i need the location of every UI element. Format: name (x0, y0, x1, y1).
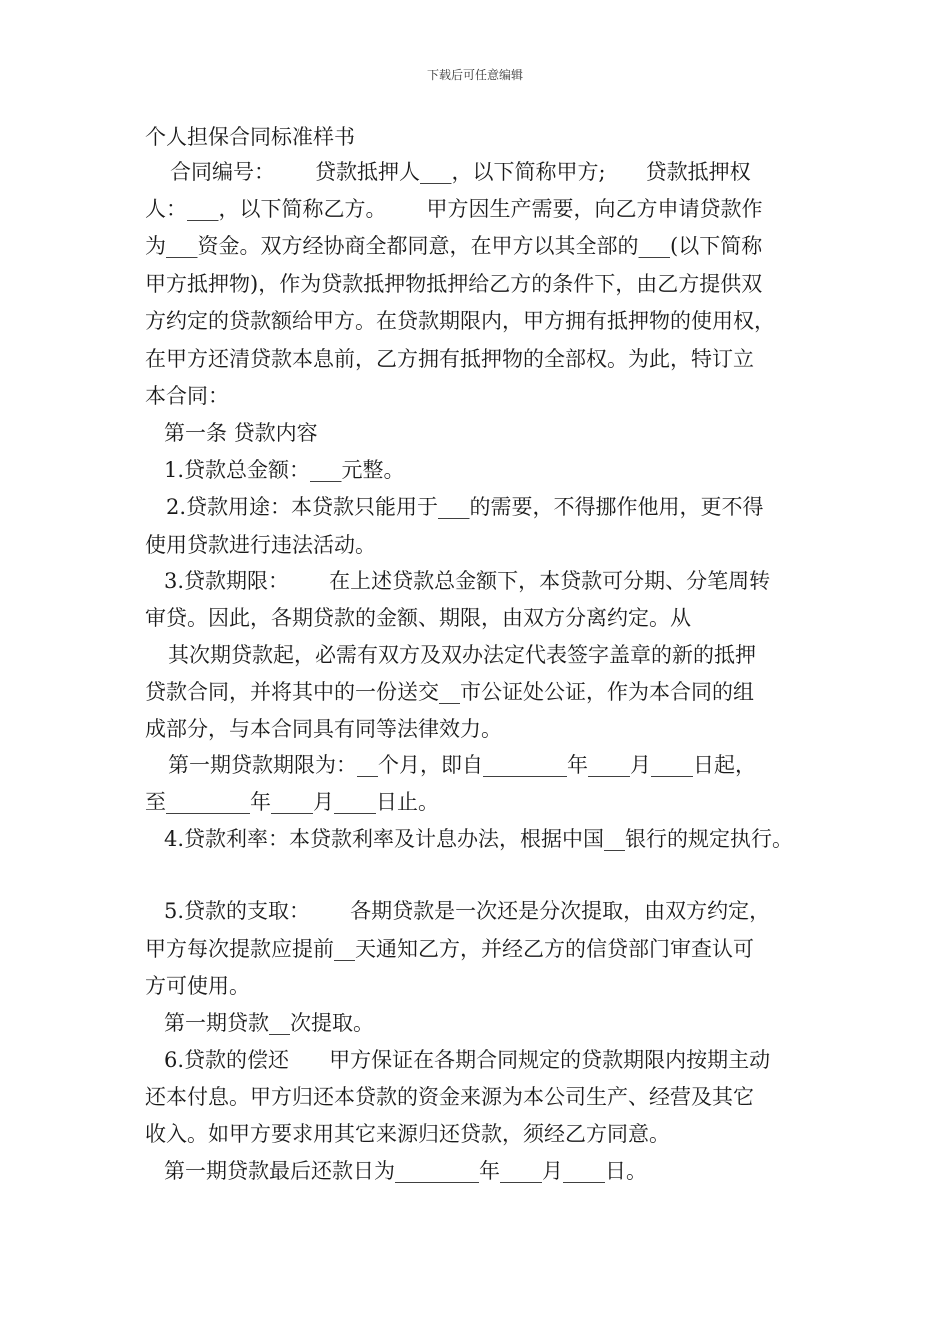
paragraph-line: 审贷。因此，各期贷款的金额、期限，由双方分离约定。从 (145, 606, 691, 630)
clause-line: 3.贷款期限： 在上述贷款总金额下，本贷款可分期、分笔周转 (164, 569, 771, 593)
clause-line: 5.贷款的支取： 各期贷款是一次还是分次提取，由双方约定， (164, 899, 771, 923)
clause-line: 2.贷款用途：本贷款只能用于___的需要，不得挪作他用，更不得 (166, 495, 764, 519)
clause-line: 6.贷款的偿还 甲方保证在各期合同规定的贷款期限内按期主动 (164, 1048, 771, 1072)
paragraph-line: 合同编号： 贷款抵押人___，以下简称甲方; 贷款抵押权 (170, 160, 751, 184)
paragraph-line: 人：___，以下简称乙方。 甲方因生产需要，向乙方申请贷款作 (145, 197, 763, 221)
paragraph-line: 第一期贷款最后还款日为________年____月____日。 (164, 1159, 647, 1183)
paragraph-line: 还本付息。甲方归还本贷款的资金来源为本公司生产、经营及其它 (145, 1085, 754, 1109)
paragraph-line: 为___资金。双方经协商全都同意，在甲方以其全部的___(以下简称 (145, 234, 763, 258)
clause-line: 4.贷款利率：本贷款利率及计息办法，根据中国__银行的规定执行。 (164, 827, 794, 851)
paragraph-line: 其次期贷款起，必需有双方及双办法定代表签字盖章的新的抵押 (168, 643, 756, 667)
paragraph-line: 收入。如甲方要求用其它来源归还贷款，须经乙方同意。 (145, 1122, 670, 1146)
paragraph-line: 本合同： (145, 384, 229, 408)
paragraph-line: 方可使用。 (145, 974, 250, 998)
paragraph-line: 第一期贷款__次提取。 (164, 1011, 374, 1035)
page-header: 下载后可任意编辑 (426, 68, 523, 82)
section-heading: 第一条 贷款内容 (164, 421, 318, 445)
paragraph-line: 贷款合同，并将其中的一份送交__市公证处公证，作为本合同的组 (145, 680, 754, 704)
paragraph-line: 甲方每次提款应提前__天通知乙方，并经乙方的信贷部门审查认可 (145, 937, 754, 961)
paragraph-line: 方约定的贷款额给甲方。在贷款期限内，甲方拥有抵押物的使用权， (145, 309, 775, 333)
paragraph-line: 至________年____月____日止。 (145, 790, 439, 814)
paragraph-line: 在甲方还清贷款本息前，乙方拥有抵押物的全部权。为此，特订立 (145, 347, 754, 371)
paragraph-line: 第一期贷款期限为：__个月，即自________年____月____日起， (168, 753, 756, 777)
paragraph-line: 成部分，与本合同具有同等法律效力。 (145, 717, 502, 741)
paragraph-line: 甲方抵押物)，作为贷款抵押物抵押给乙方的条件下，由乙方提供双 (145, 272, 763, 296)
paragraph-line: 使用贷款进行违法活动。 (145, 533, 376, 557)
clause-line: 1.贷款总金额：___元整。 (164, 458, 405, 482)
document-title: 个人担保合同标准样书 (145, 125, 355, 149)
